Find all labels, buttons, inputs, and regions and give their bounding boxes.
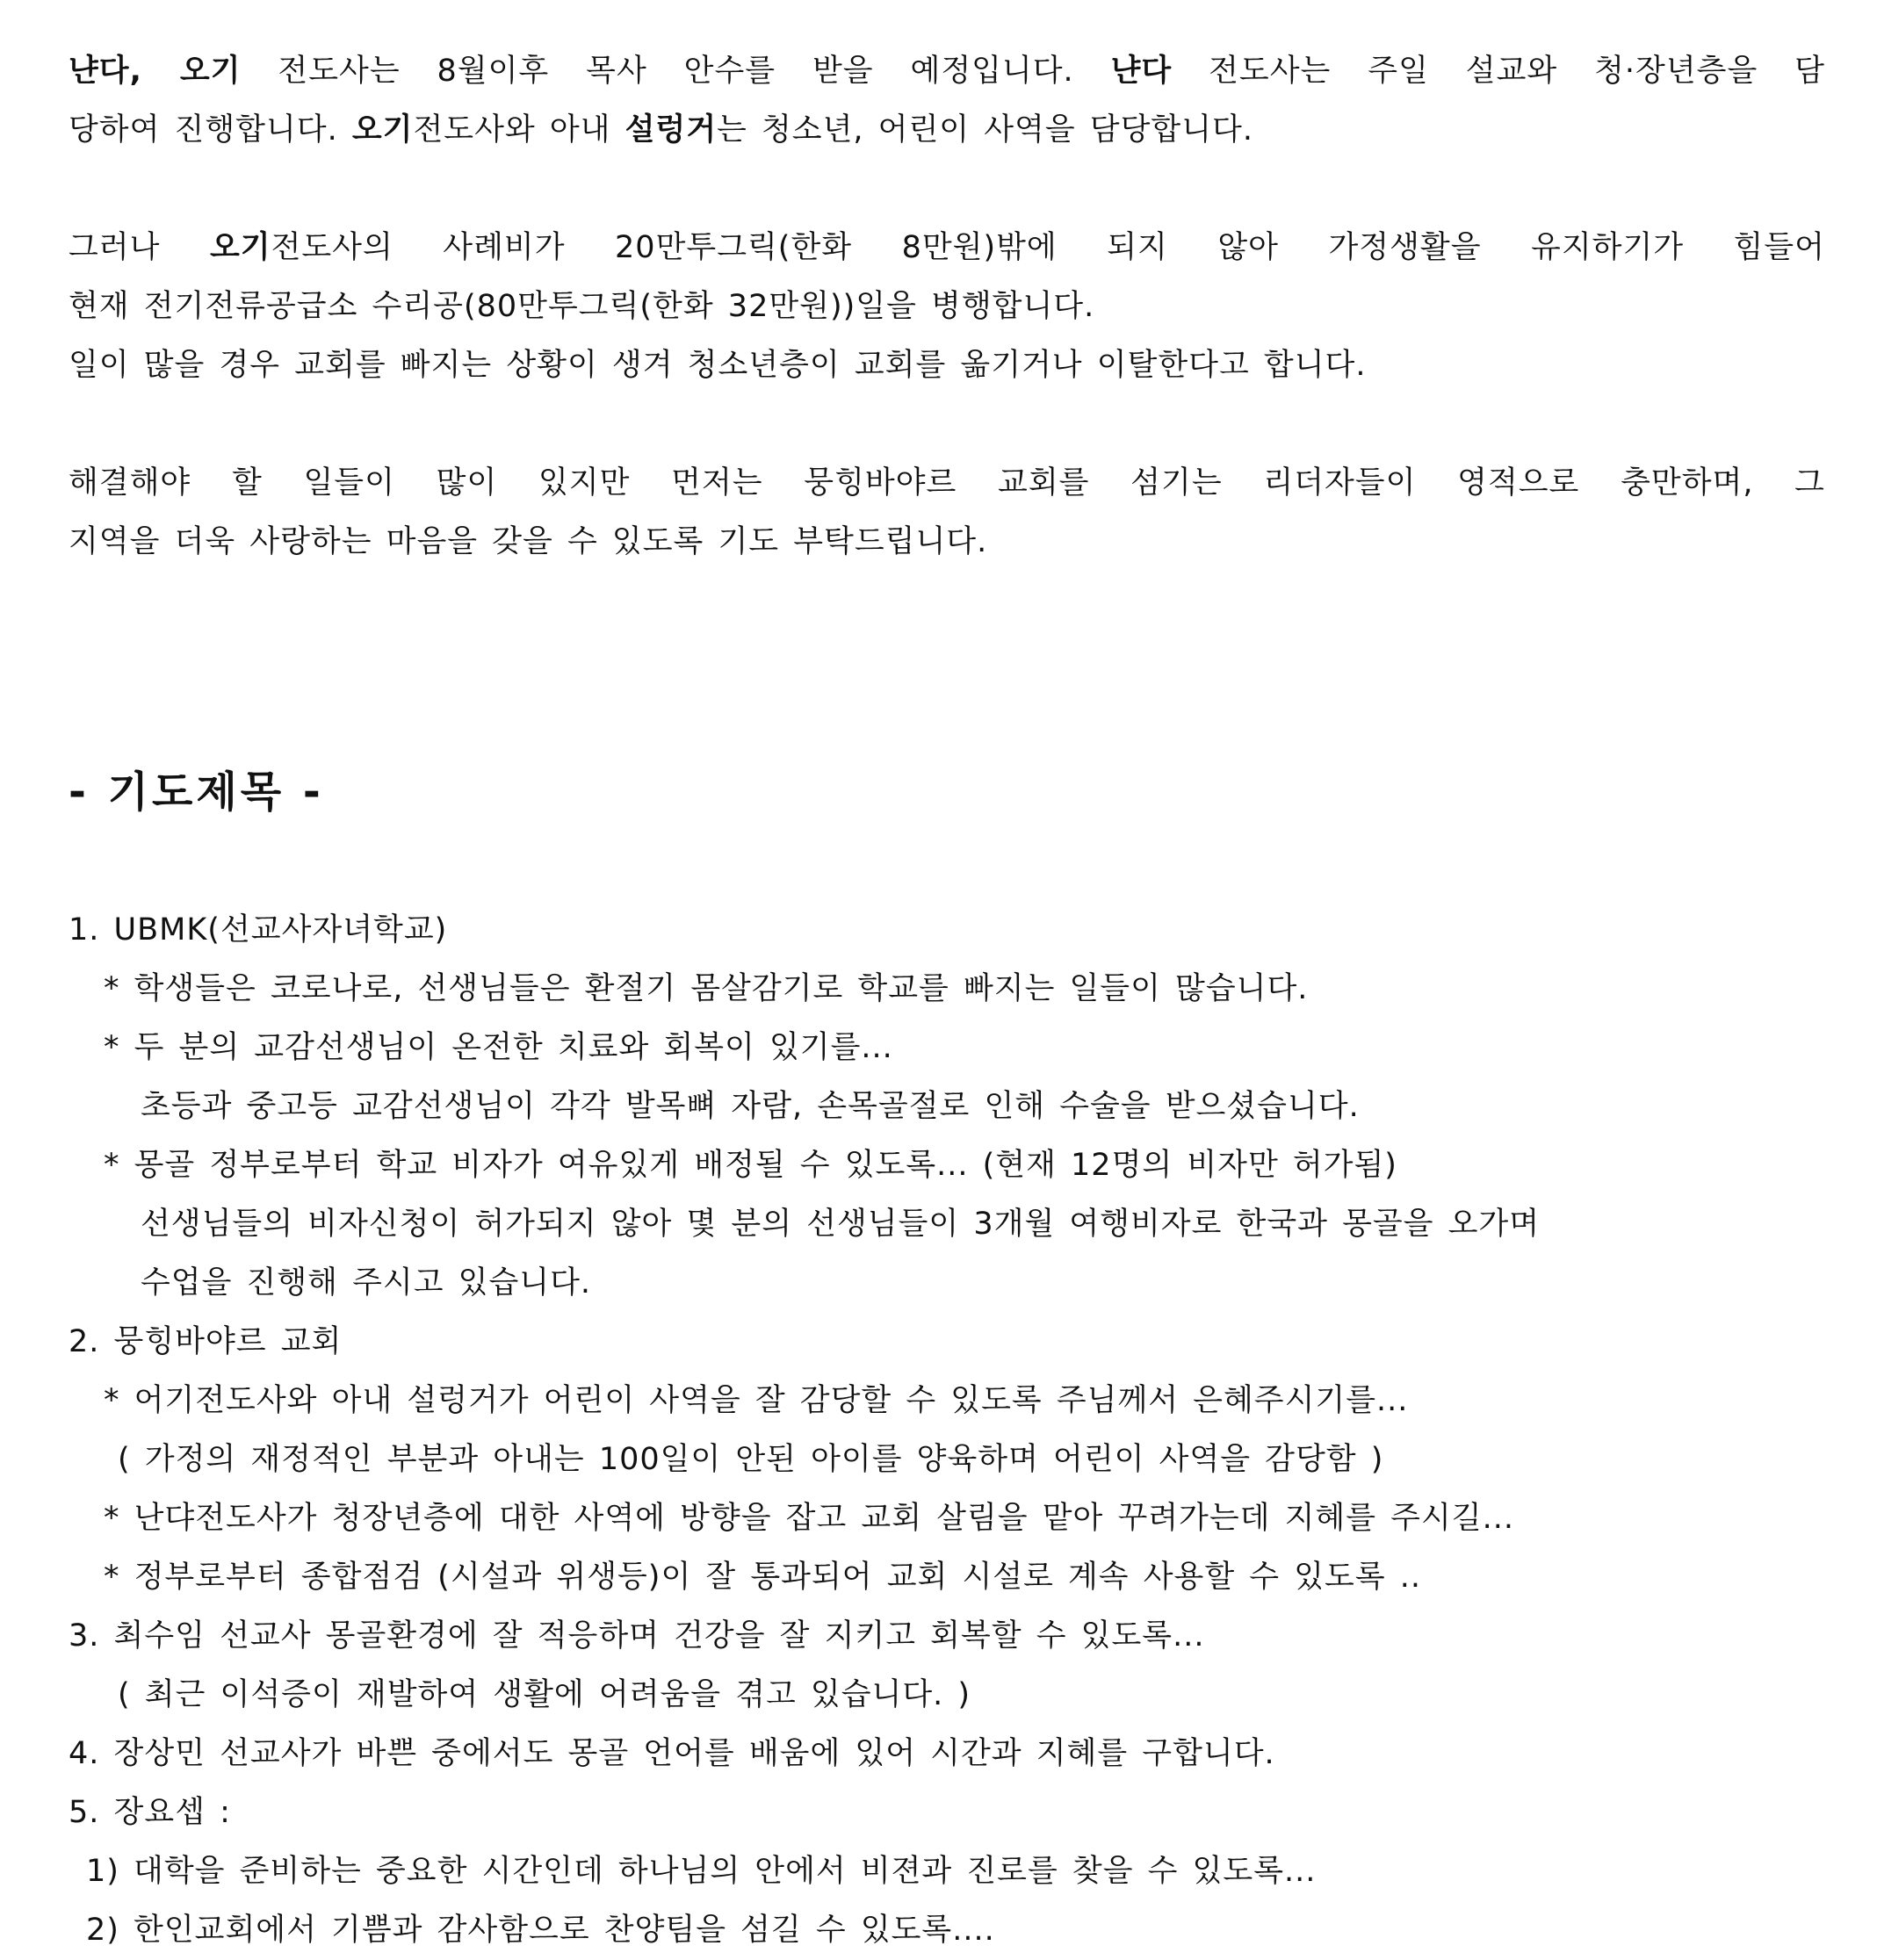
prayer-list [69,901,1825,1960]
intro-p2-line1 [69,219,1825,277]
prayer-item-1-c: * 몽골 정부로부터 학교 비자가 여유있게 배정될 수 있도록... (현재 12명의 비자만 허가됨) [104,1148,1397,1183]
intro-p1-line1 [69,42,1825,101]
prayer-item-2-c: * 정부로부터 종합점검 (시설과 위생등)이 잘 통과되어 교회 시설로 계속 사용할 수 있도록 .. [104,1560,1422,1595]
text: 전도사의 사례비가 20만투그릭(한화 8만원)밖에 되지 않아 가정생활을 유지하기가 힘들어 [271,230,1825,265]
text: 전도사는 주일 설교와 청·장년층을 담 [1172,54,1825,89]
intro-p1-line2 [69,101,1825,160]
prayer-item-2-a: * 어기전도사와 아내 설렁거가 어린이 사역을 잘 감당할 수 있도록 주님께서 은혜주시기를... [104,1383,1409,1418]
section-heading: - 기도제목 - [69,767,324,817]
intro-p3-line2: 지역을 더욱 사랑하는 마음을 갖을 수 있도록 기도 부탁드립니다. [69,524,988,559]
prayer-item-2: 2. 뭉힝바야르 교회 [69,1324,343,1359]
prayer-item-2-b: * 난댜전도사가 청장년층에 대한 사역에 방향을 잡고 교회 살림을 맡아 꾸려가는데 지혜를 주시길... [104,1501,1514,1536]
name-nyanda-ogi: 냔다, 오기 [69,54,242,89]
prayer-item-5: 5. 장요셉 : [69,1795,231,1830]
intro-p2-line2: 현재 전기전류공급소 수리공(80만투그릭(한화 32만원))일을 병행합니다. [69,289,1095,324]
text: 그러나 [69,230,210,265]
prayer-item-2-a-detail: ( 가정의 재정적인 부분과 아내는 100일이 안된 아이를 양육하며 어린이 사역을 감당함 ) [118,1442,1384,1477]
text: 전도사는 8월이후 목사 안수를 받을 예정입니다. [241,54,1111,89]
prayer-item-1-b: * 두 분의 교감선생님이 온전한 치료와 회복이 있기를... [104,1030,893,1065]
prayer-item-1-c-detail-2: 수업을 진행해 주시고 있습니다. [141,1265,592,1301]
prayer-item-1-c-detail: 선생님들의 비자신청이 허가되지 않아 몇 분의 선생님들이 3개월 여행비자로 한국과 몽골을 오가며 [141,1207,1541,1242]
text: 전도사와 아내 [413,112,625,148]
intro-p2-line3: 일이 많을 경우 교회를 빠지는 상황이 생겨 청소년층이 교회를 옮기거나 이탈한다고 합니다. [69,348,1367,383]
prayer-item-1: 1. UBMK(선교사자녀학교) [69,912,448,948]
intro-paragraph-2 [69,219,1825,395]
intro-p3-line1: 해결해야 할 일들이 많이 있지만 먼저는 뭉힝바야르 교회를 섬기는 리더자들이 영적으로 충만하며, 그 [69,465,1825,501]
intro-paragraph-1 [69,42,1825,160]
prayer-item-5-2: 2) 한인교회에서 기쁨과 감사함으로 찬양팀을 섬길 수 있도록.... [86,1913,995,1948]
prayer-item-1-b-detail: 초등과 중고등 교감선생님이 각각 발목뼈 자람, 손목골절로 인해 수술을 받으셨습니다. [141,1089,1360,1124]
prayer-item-3: 3. 최수임 선교사 몽골환경에 잘 적응하며 건강을 잘 지키고 회복할 수 있도록... [69,1618,1205,1654]
name-ogi: 오기 [209,230,271,265]
document-page [69,0,1825,1960]
name-nyanda: 냔다 [1110,54,1173,89]
name-seolreongeo: 설렁거 [624,112,718,148]
text: 는 청소년, 어린이 사역을 담당합니다. [717,112,1253,148]
prayer-item-1-a: * 학생들은 코로나로, 선생님들은 환절기 몸살감기로 학교를 빠지는 일들이 많습니다. [104,971,1309,1006]
text: 당하여 진행합니다. [69,112,352,148]
intro-paragraph-3 [69,454,1825,572]
prayer-item-4: 4. 장상민 선교사가 바쁜 중에서도 몽골 언어를 배움에 있어 시간과 지혜를 구합니다. [69,1736,1275,1771]
prayer-item-3-detail: ( 최근 이석증이 재발하여 생활에 어려움을 겪고 있습니다. ) [118,1677,971,1712]
prayer-item-5-1: 1) 대학을 준비하는 중요한 시간인데 하나님의 안에서 비젼과 진로를 찾을 수 있도록... [86,1854,1317,1889]
name-ogi: 오기 [351,112,414,148]
